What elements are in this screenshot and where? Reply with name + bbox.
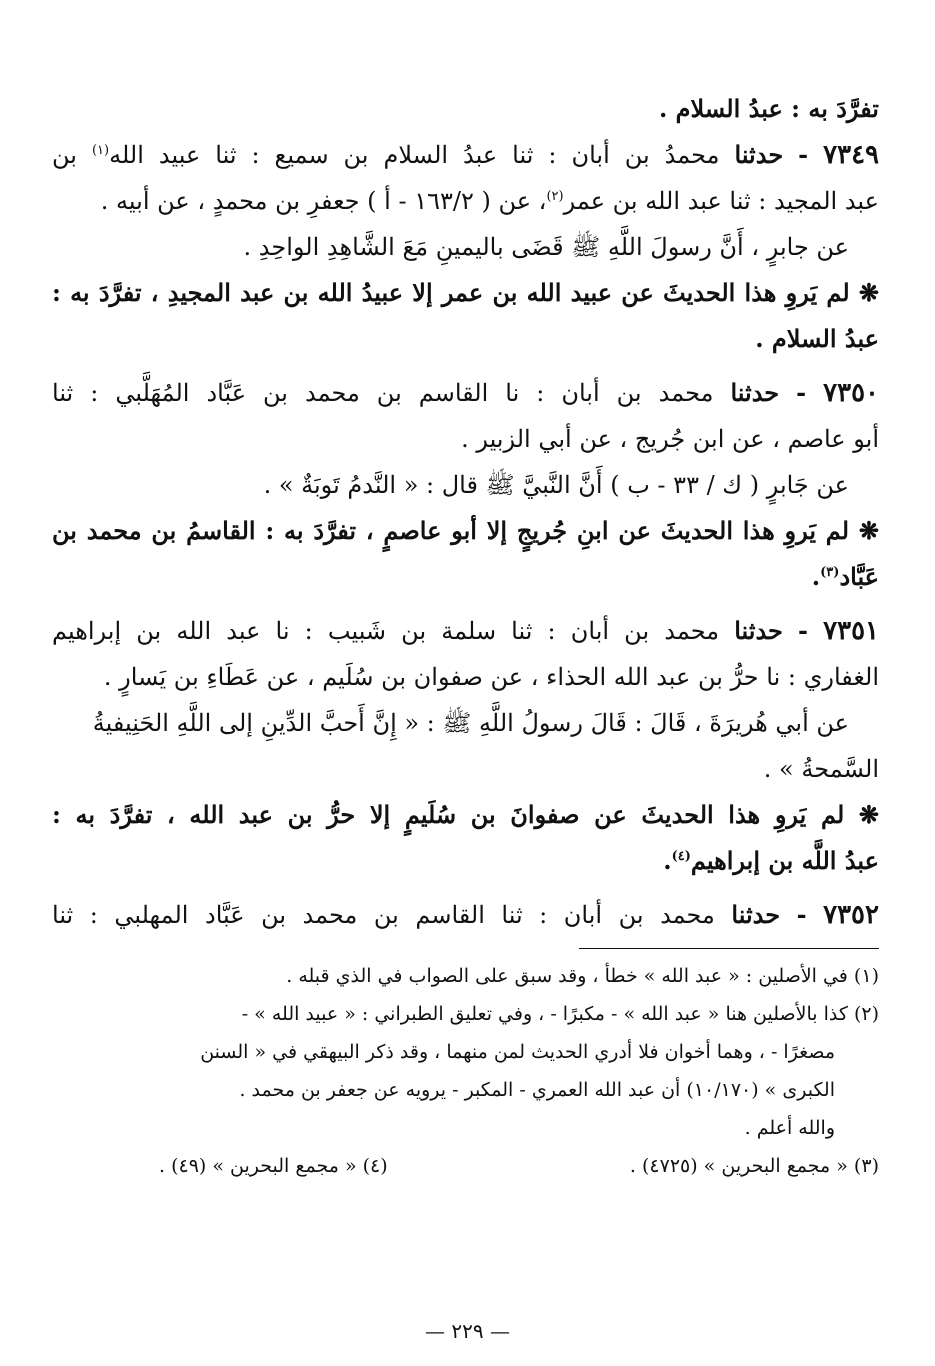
- text-line: عبد المجيد : ثنا عبد الله بن عمر$^{(٢)}$، عن ( ١٦٣/٢ - أ ) جعفرِ بن محمدٍ ، عن أبيه .: [100, 187, 879, 215]
- footnote-2-cont: الكبرى » (١٠/١٧٠) أن عبد الله العمري - المكبر - يرويه عن جعفر بن محمد .: [239, 1079, 835, 1101]
- hadith-7351-line: ٧٣٥١ - حدثنا محمد بن أبان : ثنا سلمة بن شَبيب : نا عبد الله بن إبراهيم: [52, 616, 879, 646]
- dash: -: [798, 616, 808, 645]
- footnote-4: (٤) « مجمع البحرين » (٤٩) .: [159, 1155, 388, 1177]
- matn-line: عن جابرٍ ، أَنَّ رسولَ اللَّهِ ﷺ قَضَى باليمينِ مَعَ الشَّاهِدِ الواحِدِ .: [243, 233, 849, 261]
- footnote-1: (١) في الأصلين : « عبد الله » خطأ ، وقد سبق على الصواب في الذي قبله .: [286, 965, 879, 987]
- text-line: أبو عاصم ، عن ابن جُريج ، عن أبي الزبير .: [461, 425, 879, 453]
- hadith-7349-line: ٧٣٤٩ - حدثنا محمدُ بن أبان : ثنا عبدُ السلام بن سميع : ثنا عبيد الله$^{(١)}$ بن: [52, 140, 879, 170]
- isnad-text: محمدُ بن أبان : ثنا عبدُ السلام بن سميع : ثنا عبيد الله: [109, 141, 720, 169]
- commentary-line: ❋ لم يَروِ هذا الحديثَ عن ابنِ جُريجٍ إلا أبو عاصمٍ ، تفرَّدَ به : القاسمُ بن محمد بن: [52, 516, 879, 545]
- footnote-3: (٣) « مجمع البحرين » (٤٧٢٥) .: [629, 1155, 879, 1177]
- commentary-line: ❋ لم يَروِ هذا الحديثَ عن عبيد الله بن عمر إلا عبيدُ الله بن عبد المجيدِ ، تفرَّدَ به :: [52, 278, 879, 307]
- footnote-2-cont: والله أعلم .: [744, 1117, 835, 1139]
- commentary-line: عَبَّاد$^{(٣)}$.: [811, 562, 879, 591]
- matn-line: السَّمحةُ » .: [763, 755, 879, 783]
- hadith-number: ٧٣٤٩: [823, 140, 879, 170]
- matn-line: عن جَابرٍ ( ك / ٣٣ - ب ) أَنَّ النَّبيَّ ﷺ قال : « النَّدمُ تَوبَةٌ » .: [263, 471, 849, 499]
- footnote-separator: [579, 948, 879, 949]
- text-line: الغفاري : نا حرُّ بن عبد الله الحذاء ، عن صفوان بن سُلَيم ، عن عَطَاءِ بن يَسارٍ .: [103, 663, 879, 691]
- matn-line: عن أبي هُريرَةَ ، قَالَ : قَالَ رسولُ اللَّهِ ﷺ : « إِنَّ أَحبَّ الدِّينِ إلى اللَّهِ الحَنِيفيةُ: [92, 709, 849, 737]
- text-line: تفرَّدَ به : عبدُ السلام .: [658, 94, 879, 123]
- commentary-line: ❋ لم يَروِ هذا الحديثَ عن صفوانَ بن سُلَيمٍ إلا حرُّ بن عبد الله ، تفرَّدَ به :: [52, 800, 879, 829]
- commentary-line: عبدُ السلام .: [755, 324, 879, 353]
- hadith-7352-line: ٧٣٥٢ - حدثنا محمد بن أبان : ثنا القاسم بن محمد بن عَبَّاد المهلبي : ثنا: [52, 900, 879, 930]
- haddathana-word: حدثنا: [734, 616, 783, 645]
- footnote-2-cont: مصغرًا - ، وهما أخوان فلا أدري الحديث لمن منهما ، وقد ذكر البيهقي في « السنن: [200, 1041, 835, 1063]
- hadith-7350-line: ٧٣٥٠ - حدثنا محمد بن أبان : نا القاسم بن محمد بن عَبَّاد المُهَلَّبي : ثنا: [52, 378, 879, 408]
- footnote-mark: (٢): [546, 189, 564, 204]
- page-body: [52, 86, 879, 1185]
- footnote-mark: (٤): [671, 849, 691, 864]
- hadith-number: ٧٣٥٠: [823, 378, 879, 408]
- footnote-mark: (١): [91, 143, 110, 158]
- haddathana-word: حدثنا: [730, 378, 780, 407]
- dash: -: [798, 140, 809, 169]
- haddathana-word: حدثنا: [731, 900, 781, 929]
- hadith-number: ٧٣٥٢: [823, 900, 879, 930]
- footnote-mark: (٣): [820, 565, 840, 580]
- hadith-number: ٧٣٥١: [823, 616, 879, 646]
- dash: -: [796, 900, 807, 929]
- footnote-2: (٢) كذا بالأصلين هنا « عبد الله » - مكبرًا - ، وفي تعليق الطبراني : « عبيد الله » -: [241, 1003, 879, 1025]
- haddathana-word: حدثنا: [734, 140, 784, 169]
- dash: -: [796, 378, 807, 407]
- footnotes-3-4: [159, 1147, 879, 1185]
- commentary-line: عبدُ اللَّه بن إبراهيم$^{(٤)}$.: [663, 846, 879, 875]
- page-number: — ٢٢٩ —: [425, 1319, 510, 1343]
